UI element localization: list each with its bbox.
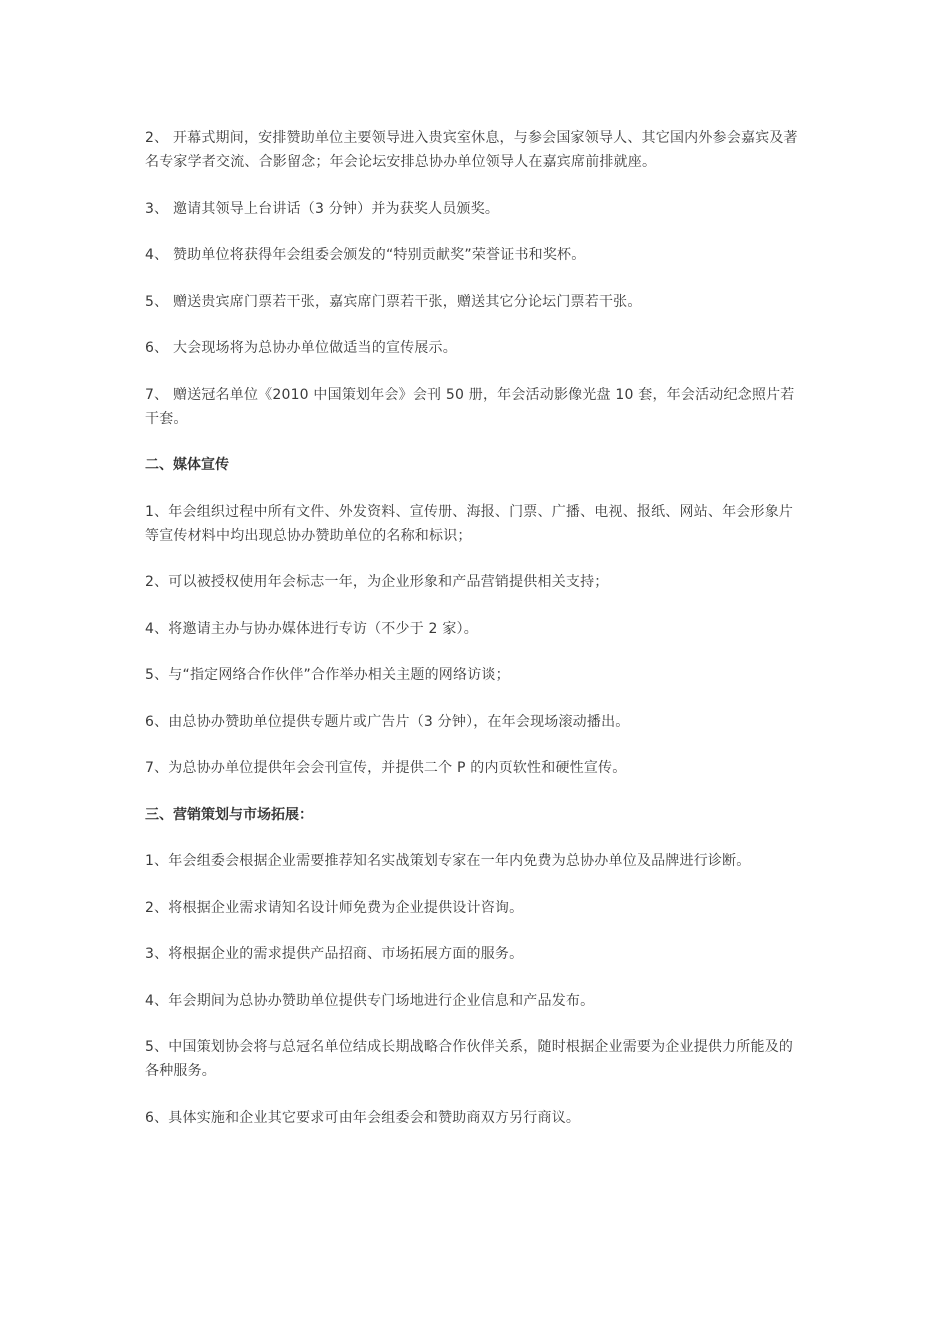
section2-item-1: 1、年会组织过程中所有文件、外发资料、宣传册、海报、门票、广播、电视、报纸、网站、年会形象片等宣传材料中均出现总协办赞助单位的名称和标识； [145,503,794,544]
section1-item-6: 6、 大会现场将为总协办单位做适当的宣传展示。 [145,340,457,356]
section1-item-5: 5、 赠送贵宾席门票若干张，嘉宾席门票若干张，赠送其它分论坛门票若干张。 [145,293,642,310]
section3-item-4: 4、年会期间为总协办赞助单位提供专门场地进行企业信息和产品发布。 [145,992,595,1009]
section2-item-5: 5、与“指定网络合作伙伴”合作举办相关主题的网络访谈； [145,667,510,683]
section3-heading: 三、营销策划与市场拓展： [145,806,313,823]
section3-item-5: 5、中国策划协会将与总冠名单位结成长期战略合作伙伴关系，随时根据企业需要为企业提供力所能及的各种服务。 [145,1039,794,1079]
section2-item-2: 2、可以被授权使用年会标志一年，为企业形象和产品营销提供相关支持； [145,574,609,590]
section2-heading: 二、媒体宣传 [145,457,229,473]
section2-item-7: 7、为总协办单位提供年会会刊宣传，并提供二个 P 的内页软性和硬性宣传。 [145,760,627,776]
document-page [145,126,807,1152]
section3-item-6: 6、具体实施和企业其它要求可由年会组委会和赞助商双方另行商议。 [145,1109,581,1126]
section3-item-2: 2、将根据企业需求请知名设计师免费为企业提供设计咨询。 [145,899,524,916]
section1-item-4: 4、 赞助单位将获得年会组委会颁发的“特别贡献奖”荣誉证书和奖杯。 [145,247,586,263]
section1-item-2: 2、 开幕式期间，安排赞助单位主要领导进入贵宾室休息，与参会国家领导人、其它国内外参会嘉宾及著名专家学者交流、合影留念；年会论坛安排总协办单位领导人在嘉宾席前排就座。 [145,130,798,170]
section3-item-3: 3、将根据企业的需求提供产品招商、市场拓展方面的服务。 [145,946,524,962]
section3-item-1: 1、年会组委会根据企业需要推荐知名实战策划专家在一年内免费为总协办单位及品牌进行诊断。 [145,853,751,869]
section1-item-7: 7、 赠送冠名单位《2010 中国策划年会》会刊 50 册，年会活动影像光盘 10 套，年会活动纪念照片若干套。 [145,386,795,427]
section2-item-6: 6、由总协办赞助单位提供专题片或广告片（3 分钟），在年会现场滚动播出。 [145,713,630,730]
section1-item-3: 3、 邀请其领导上台讲话（3 分钟）并为获奖人员颁奖。 [145,200,500,217]
section2-item-4: 4、将邀请主办与协办媒体进行专访（不少于 2 家）。 [145,620,478,637]
